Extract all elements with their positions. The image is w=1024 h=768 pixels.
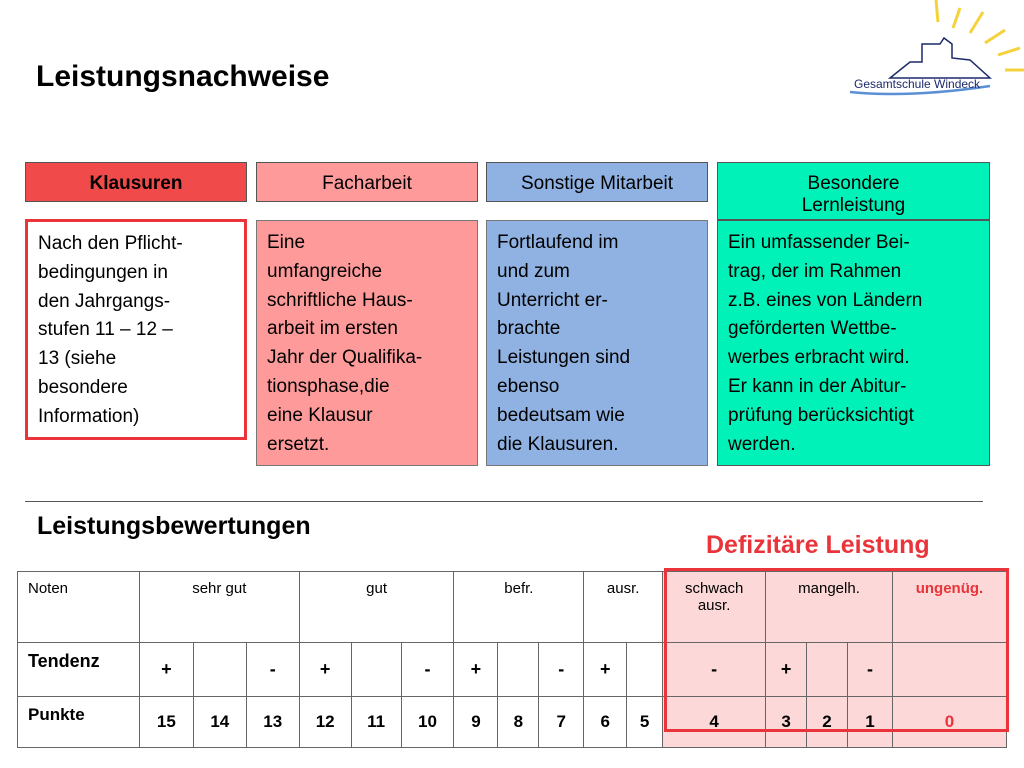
punkte-cell: 2 [807,697,848,748]
grades-table [17,571,1007,748]
school-logo [840,0,1024,110]
text-line: arbeit im ersten [267,318,398,340]
table-row [18,697,1007,748]
text-line: prüfung berücksichtigt [728,404,914,426]
tendenz-cell: + [584,643,627,697]
deficit-grade-cell: ungenüg. [892,572,1006,643]
punkte-cell: 12 [299,697,351,748]
text-line: 13 (siehe [38,348,117,370]
punkte-cell: 14 [193,697,246,748]
description-facharbeit [256,220,478,466]
table-row [18,572,1007,643]
section-divider [25,501,983,502]
text-line: Information) [38,405,140,427]
table-row [18,643,1007,697]
row-label-noten: Noten [18,572,140,643]
text-line: umfangreiche [267,260,383,282]
section-title: Leistungsbewertungen [37,512,311,540]
tendenz-cell [351,643,401,697]
text-line: werden. [728,433,796,455]
tendenz-cell: - [246,643,299,697]
punkte-cell: 8 [498,697,539,748]
tendenz-cell [892,643,1006,697]
tendenz-cell: - [848,643,893,697]
header-facharbeit: Facharbeit [256,162,478,202]
tendenz-cell: - [663,643,766,697]
tendenz-cell [498,643,539,697]
punkte-cell: 1 [848,697,893,748]
description-sonstige-mitarbeit [486,220,708,466]
text-line: und zum [497,260,570,282]
text-line: Leistungen sind [497,347,631,369]
text-line: besondere [38,376,128,398]
text-line: bedingungen in [38,261,168,283]
header-line: Lernleistung [801,195,906,216]
grade-cell: sehr gut [139,572,299,643]
text-line: brachte [497,318,561,340]
text-line: bedeutsam wie [497,404,625,426]
text-line: z.B. eines von Ländern [728,289,923,311]
tendenz-cell: + [454,643,498,697]
row-label-punkte: Punkte [18,697,140,748]
text-line: werbes erbracht wird. [728,347,910,369]
text-line: Jahr der Qualifika- [267,347,423,369]
header-sonstige-mitarbeit: Sonstige Mitarbeit [486,162,708,202]
text-line: ersetzt. [267,433,330,455]
description-besondere-lernleistung [717,220,990,466]
description-klausuren [25,219,247,440]
header-klausuren: Klausuren [25,162,247,202]
punkte-cell: 15 [139,697,193,748]
text-line: Eine [267,232,306,253]
text-line: eine Klausur [267,404,373,426]
punkte-cell: 10 [401,697,454,748]
punkte-cell: 9 [454,697,498,748]
punkte-cell: 7 [539,697,584,748]
tendenz-cell: + [139,643,193,697]
punkte-cell: 13 [246,697,299,748]
punkte-cell: 5 [627,697,663,748]
castle-icon [890,38,990,78]
grade-cell: ausr. [584,572,663,643]
text-line: den Jahrgangs- [38,290,171,312]
text-line: Er kann in der Abitur- [728,375,907,397]
row-label-tendenz: Tendenz [18,643,140,697]
text-line: stufen 11 – 12 – [38,319,173,341]
text-line: tionsphase,die [267,375,390,397]
text-line: Fortlaufend im [497,232,619,253]
text-line: Nach den Pflicht- [38,233,183,254]
tendenz-cell [627,643,663,697]
tendenz-cell [193,643,246,697]
tendenz-cell: - [401,643,454,697]
header-besondere-lernleistung [717,162,990,220]
header-line: Besondere [807,173,900,194]
text-line: Unterricht er- [497,289,608,311]
text-line: trag, der im Rahmen [728,260,902,282]
page-title: Leistungsnachweise [36,60,330,93]
tendenz-cell: + [299,643,351,697]
grade-cell: gut [299,572,454,643]
text-line: die Klausuren. [497,433,619,455]
punkte-cell: 0 [892,697,1006,748]
punkte-cell: 11 [351,697,401,748]
text-line: geförderten Wettbe- [728,318,897,340]
text-line: ebenso [497,375,560,397]
punkte-cell: 6 [584,697,627,748]
deficit-label: Defizitäre Leistung [706,531,930,559]
punkte-cell: 4 [663,697,766,748]
tendenz-cell: + [766,643,807,697]
tendenz-cell [807,643,848,697]
deficit-grade-cell: mangelh. [766,572,893,643]
text-line: schriftliche Haus- [267,289,413,311]
logo-text: Gesamtschule Windeck [854,77,981,91]
deficit-grade-cell: schwach ausr. [663,572,766,643]
punkte-cell: 3 [766,697,807,748]
tendenz-cell: - [539,643,584,697]
text-line: Ein umfassender Bei- [728,232,910,253]
grade-cell: befr. [454,572,584,643]
